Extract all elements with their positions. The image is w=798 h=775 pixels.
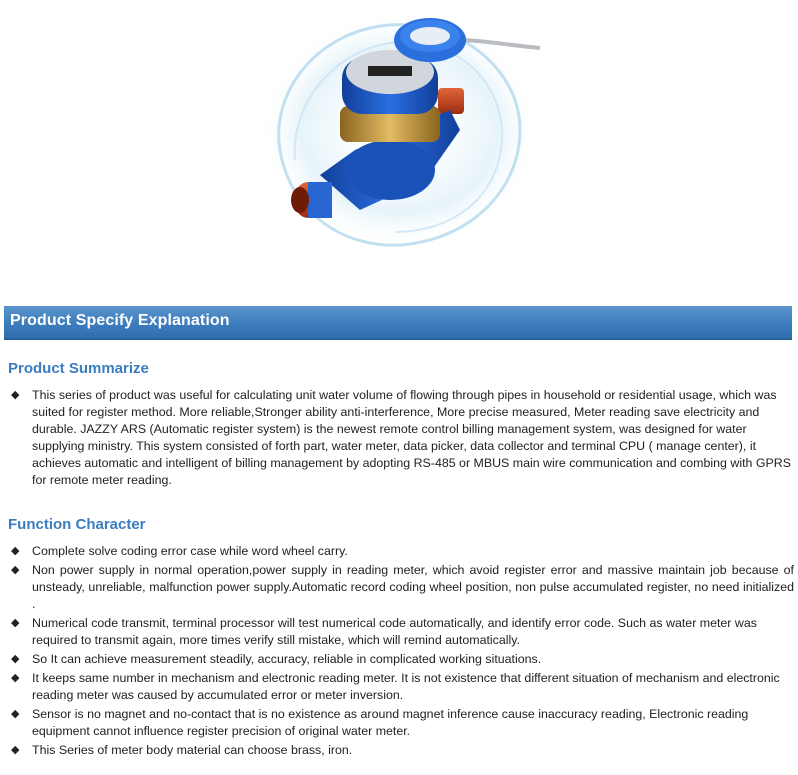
list-item: ◆ This series of product was useful for calculating unit water volume of flowing through pipes in household or residential usage, which was suited for register method. More reliable,Stronger ability anti-interference, More precise measured, Meter reading save electricity and durable. JAZZY ARS (Automatic register system) is the newest remote control billing management system, was designed for water supplying ministry. This system consisted of forth part, water meter, data picker, data collector and terminal CPU ( manage center), it achieves automatic and intelligent of billing management by adopting RS-485 or MBUS main wire communication and combing with GPRS for remote meter reading. [11, 388, 791, 487]
diamond-bullet-icon: ◆ [11, 672, 20, 684]
diamond-bullet-icon: ◆ [11, 545, 20, 557]
diamond-bullet-icon: ◆ [11, 617, 20, 629]
list-item: ◆ Non power supply in normal operation,power supply in reading meter, which avoid register error and massive maintain job because of unsteady, unreliable, malfunction power supply.Automatic record coding wheel position, non pulse accumulated register, no need initialized . [11, 563, 794, 611]
banner-title: Product Specify Explanation [10, 312, 230, 329]
diamond-bullet-icon: ◆ [11, 744, 20, 756]
diamond-bullet-icon: ◆ [11, 564, 20, 576]
summarize-heading: Product Summarize [8, 360, 149, 377]
water-meter-image [250, 0, 540, 268]
list-item: ◆ Numerical code transmit, terminal processor will test numerical code automatically, and identify error code. Such as water meter was required to transmit again, more times verify still mistake, which will remind automatically. [11, 616, 757, 647]
list-item: ◆ Complete solve coding error case while word wheel carry. [11, 544, 348, 558]
summarize-list [8, 387, 794, 491]
section-banner [4, 306, 792, 340]
list-item: ◆ It keeps same number in mechanism and electronic reading meter. It is not existence that different situation of mechanism and electronic reading meter was caused by accumulated error or meter inversion. [11, 671, 780, 702]
diamond-bullet-icon: ◆ [11, 708, 20, 720]
function-heading: Function Character [8, 516, 146, 533]
function-list [8, 543, 794, 761]
list-item: ◆ So It can achieve measurement steadily, accuracy, reliable in complicated working situations. [11, 652, 542, 666]
diamond-bullet-icon: ◆ [11, 653, 20, 665]
list-item: ◆ Sensor is no magnet and no-contact that is no existence as around magnet inference cause inaccuracy reading, Electronic reading equipment cannot influence register precision of original water meter. [11, 707, 749, 738]
diamond-bullet-icon: ◆ [11, 389, 20, 401]
list-item: ◆ This Series of meter body material can choose brass, iron. [11, 743, 353, 757]
